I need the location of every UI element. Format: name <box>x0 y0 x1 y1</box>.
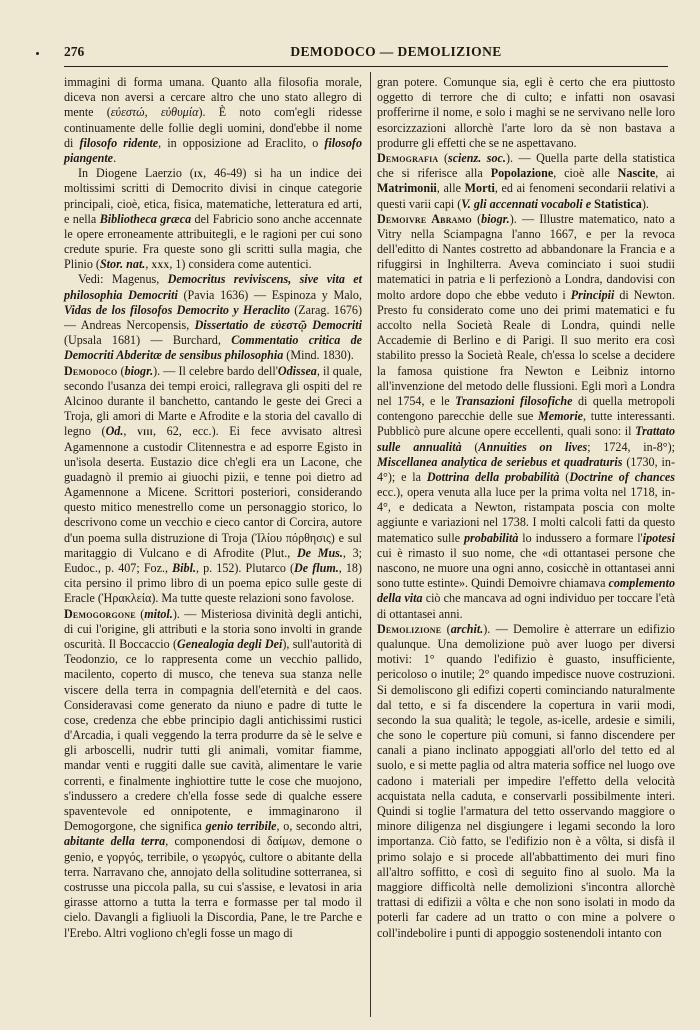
right-column-paragraph: Demografia (scienz. soc.). — Quella parte della statistica che si riferisce alla Popolazione, cioè alle Nascite, ai Matrimonii, alle Morti, ed ai fenomeni secondarii relativi a questi varii capi (V. gli accennati vocaboli e Statistica). <box>377 150 676 211</box>
margin-dot <box>36 52 39 55</box>
right-column-paragraph: gran potere. Comunque sia, egli è certo che era piuttosto oggetto di terrore che di culto; e infatti non osavasi profferirne il nome, e solo i maghi se ne servivano nelle loro esorcizzazioni allorchè l'arte loro da sè non bastava a produrre gli effetti che se ne aspettavano. <box>377 75 675 150</box>
page-header <box>64 44 668 64</box>
left-column <box>64 75 362 941</box>
left-column-paragraph: Demogorgone (mitol.). — Misteriosa divinità degli antichi, di cui l'origine, gli attributi e la storia sono involti in grande oscurità. Il Boccaccio (Genealogia degli Dei), sull'autorità di Teodonzio, ce lo rappresenta come un vecchio pallido, macilento, coperto di musco, che teneva sua stanza nelle viscere della terra in compagnia dell'eternità e del caos. Consideravasi come generato da niuno e padre di tutte le cose, credenza che ebbe principio dagli antichissimi rustici d'Arcadia, i quali veggendo la terra produrre da sè le selve e gli arboscelli, nudrir tutti gli animali, vomitar fiamme, mandar venti e ruggiti dalle sue cavità, alimentare le varie correnti, e finalmente inghiottire tutte le cose che muojono, s'indussero a credere ch'ella fosse sede di qualche essere spaventevole ed onnipotente, e immaginarono il Demogorgone, che significa genio terribile, o, secondo altri, abitante della terra, componendosi di δαίμων, demone o genio, e γοργός, terribile, o γεωργός, cultore o abitante della terra. Narravano che, annojato della solitudine sotterranea, si costrusse una piccola palla, su cui s'assise, e levatosi in aria girasse attorno a tutta la terra e formasse per tal modo il cielo. Davangli a figliuoli la Discordia, Pane, le tre Parche e l'Erebo. Altri vogliono ch'egli fosse un mago di <box>64 606 363 940</box>
left-column-paragraph: In Diogene Laerzio (ix, 46-49) si ha un indice dei moltissimi scritti di Democrito divisi in cinque categorie principali, cioè, etica, fisica, matematiche, letteratura ed arti, e nella Bibliotheca græca del Fabricio sono anche accennate le opere erroneamente attribuitegli, e le ragioni per cui sono credute spurie. Fra queste sono gli scritti sulla magia, che Plinio (Stor. nat., xxx, 1) considera come autentici. <box>64 166 362 272</box>
running-title: DEMODOCO — DEMOLIZIONE <box>290 44 502 59</box>
right-column-paragraph: Demolizione (archit.). — Demolire è atterrare un edifizio qualunque. Una demolizione può aver luogo per diversi motivi: 1° quando l'edifizio è guasto, insufficiente, pericoloso o inutile; 2° quando impedisce nuove costruzioni. Si demoliscono gli edifizi coperti cominciando naturalmente dal tetto, e si fa discendere la copertura in varii modi, secondo la sua qualità; le tegole, as-icelle, ardesie e simili, che sono le coperture più comuni, si fanno discendere per canali a piano inclinato appoggiati all'orlo del tetto ed al suolo, e si mette paglia od altra materia soffice nel luogo ove cadono i materiali per impedire l'effetto della velocità acquistata nella caduta, e conservarli possibilmente interi. Quindi si toglie l'armatura del tetto osservando maggiore o minore diligenza nel disgiungere i legami secondo la loro importanza. Ciò fatto, se l'edifizio non è a vôlta, si disfà il primo solajo e si procede all'abbattimento dei muri fino all'altro soffitto, e così di seguito fino al suolo. Ma la maggiore difficoltà nelle demolizioni s'incontra allorchè trattasi di edifizii a vôlta e che non sono isolati in modo da poterli far cadere ad un tratto o con mine a polvere o coll'indebolire i punti di appoggio sostenendoli intanto con <box>377 621 675 940</box>
left-column-paragraph: Demodoco (biogr.). — Il celebre bardo dell'Odissea, il quale, secondo l'usanza dei tempi eroici, rallegrava gli ospiti del re Alcinoo durante il banchetto, cantando le geste dei Greci a Troja, gli amori di Marte e Afrodite e la storia del cavallo di legno (Od., viii, 62, ecc.). Ei fece avvisato altresì Agamennone a custodir Clitennestra e ad esporre Egisto in un'isola deserta. Eustazio dice ch'egli era un Lacone, che guadagnò il premio ai giuochi pizii, e tenne poi dietro ad Agamennone a Micene. Scrittori posteriori, considerando questo mitico menestrello come un personaggio storico, lo descrivono come un vecchio e cieco cantor di Corcira, autore d'un poema sulla distruzione di Troja (Ἰλίου πόρθησις) e sul maritaggio di Vulcano e di Afrodite (Plut., De Mus., 3; Eudoc., p. 407; Foz., Bibl., p. 152). Plutarco (De flum., 18) cita persino il primo libro di un poema epico sulle geste di Eracle (Ἡρακλεία). Ma tutte queste relazioni sono favolose. <box>64 363 362 606</box>
left-column-paragraph: Vedi: Magenus, Democritus reviviscens, sive vita et philosophia Democriti (Pavia 1636) — Espinoza y Malo, Vidas de los filosofos Democrito y Heraclito (Zarag. 1676) — Andreas Nercopensis, Dissertatio de εὐεστῷ Democriti (Upsala 1681) — Burchard, Commentatio critica de Democriti Abderitæ de sensibus philosophia (Mind. 1830). <box>64 272 363 363</box>
right-column-paragraph: Demoivre Abramo (biogr.). — Illustre matematico, nato a Vitry nella Sciampagna l'anno 1667, e per la revoca dell'editto di Nantes costretto ad abbandonare la Francia e a rifuggirsi in Inghilterra. Aveva cominciato i suoi studii matematici in patria e li perfezionò a Londra, dandovisi con molto ardore dopo che ebbe veduto i Principii di Newton. Presto fu considerato come uno dei primi matematici e fu accolto nella Società Reale di Londra, quindi nelle Accademie di Berlino e di Parigi. Il suo merito era così stabilito presso la Società Reale, ch'essa lo scelse a decidere la famosa quistione fra Newton e Leibniz intorno all'invenzione del metodo delle flussioni. Egli morì a Londra nel 1754, e le Transazioni filosofiche di quella metropoli contengono parecchie delle sue Memorie, tutte interessanti. Pubblicò pure alcune opere eccellenti, quali sono: il Trattato sulle annualità (Annuities on lives; 1724, in-8°); Miscellanea analytica de seriebus et quadraturis (1730, in-4°); e la Dottrina della probabilità (Doctrine of chances ecc.), opera venuta alla luce per la prima volta nel 1718, in-4°, e dedicata a Newton, ristampata poscia con molte aggiunte e variazioni nel 1738. I molti calcoli fatti da questo matematico sulle probabilità lo indussero a formare l'ipotesi cui è rimasto il suo nome, che «di ottantasei persone che nascono, ne muore una ogni anno, cosicchè in ottantasei anni sono tutte estinte». Quindi Demoivre chiamava complemento della vita ciò che mancava ad ogni individuo per toccare l'età di ottantasei anni. <box>377 211 676 621</box>
right-column <box>377 75 675 941</box>
left-column-paragraph: immagini di forma umana. Quanto alla filosofia morale, diceva non aversi a cercare altro che uno stato allegro di mente (εὐεστώ, εὐθυμία). È noto com'egli ridesse continuamente delle follie degli uomini, dond'ebbe il nome di filosofo ridente, in opposizione ad Eraclito, o filosofo piangente. <box>64 75 362 165</box>
header-rule <box>64 66 668 67</box>
page-number: 276 <box>64 44 85 59</box>
column-divider <box>370 72 371 1017</box>
